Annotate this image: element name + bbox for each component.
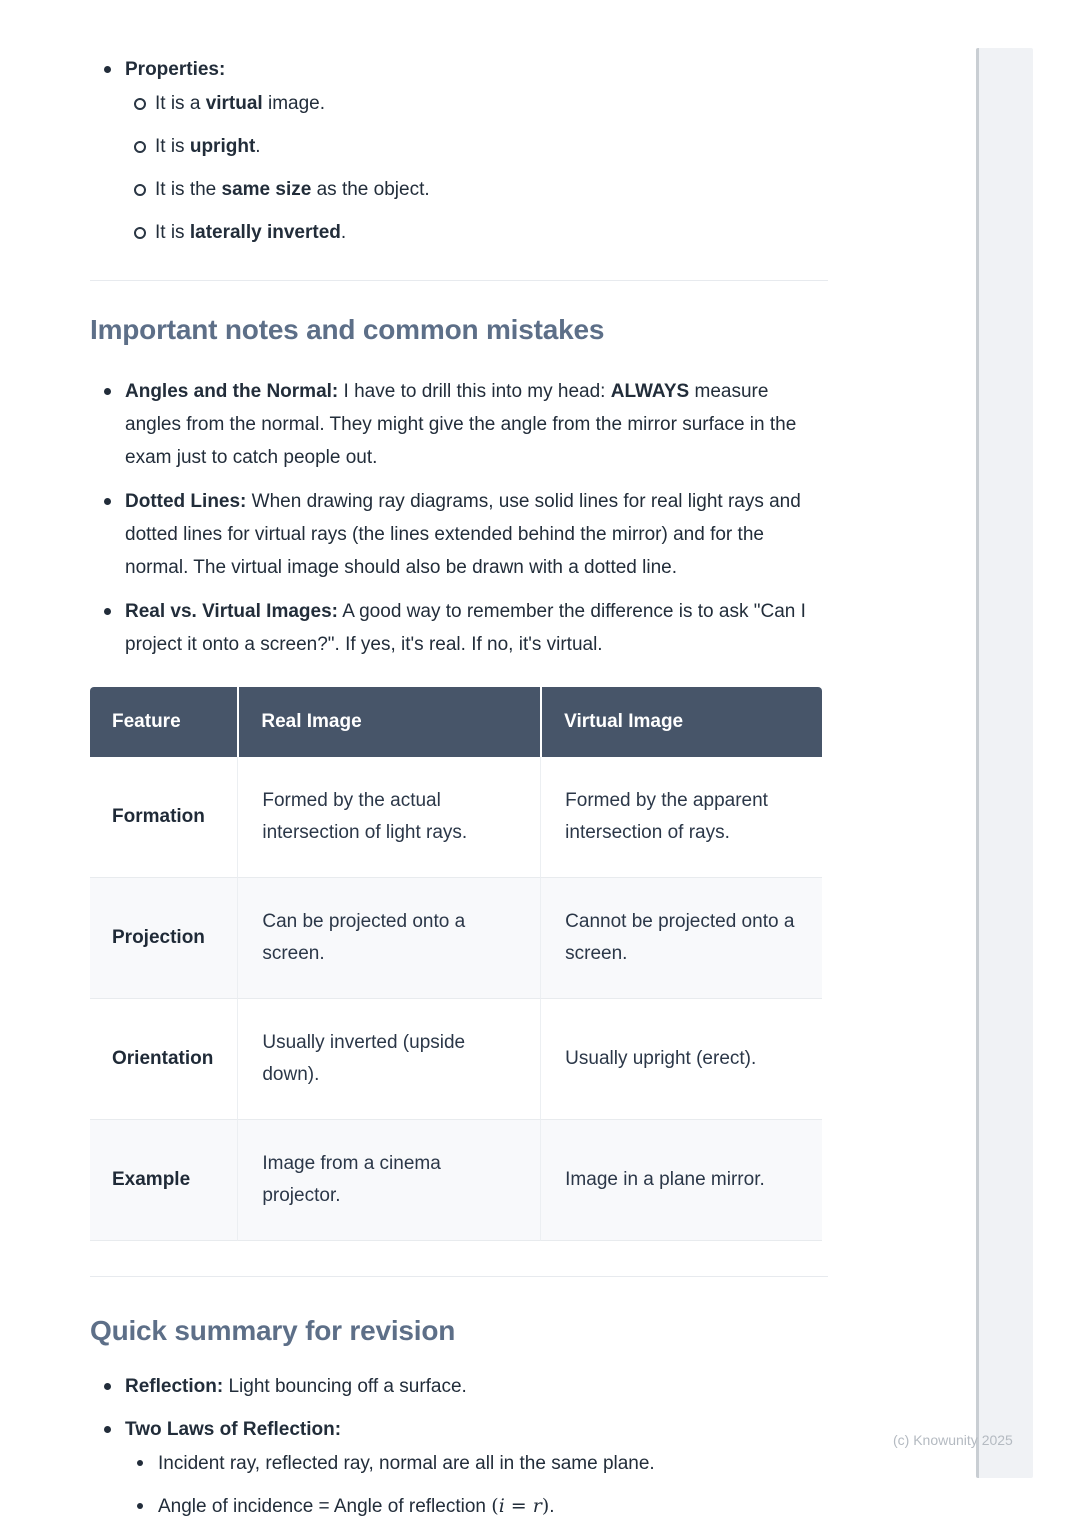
text-run: It is (155, 136, 190, 157)
text-run: r (532, 1495, 542, 1517)
text-run: Angle of incidence = Angle of reflection (158, 1496, 492, 1517)
text-run: It is the (155, 179, 222, 200)
text-run: . (340, 222, 347, 243)
text-run: I have to drill this into my head: (338, 381, 611, 402)
text-run: Properties: (125, 59, 226, 80)
nested-list (123, 1452, 828, 1518)
text-run: virtual (205, 93, 263, 114)
text-run: . (255, 136, 261, 157)
table-cell: Formed by the apparent intersection of rays. (540, 757, 822, 877)
bullet-icon (104, 1383, 111, 1390)
bullet-icon (104, 1426, 111, 1433)
text-run: = (504, 1495, 533, 1517)
list-item (90, 1418, 828, 1441)
text-run: image. (262, 93, 326, 114)
nested-list (90, 92, 828, 244)
text-run: Dotted Lines: (125, 491, 247, 512)
table-column-header: Feature (90, 687, 237, 757)
bullet-icon (104, 608, 111, 615)
comparison-table (90, 687, 822, 1241)
notes-list (90, 375, 828, 661)
table-cell: Image in a plane mirror. (540, 1119, 822, 1241)
list-item (90, 221, 828, 244)
list-item (123, 1495, 828, 1518)
text-run: same size (221, 179, 312, 200)
table-cell: Can be projected onto a screen. (237, 877, 540, 998)
page-content (90, 58, 828, 1518)
table-cell: Cannot be projected onto a screen. (540, 877, 822, 998)
bullet-icon (137, 1503, 143, 1509)
table-column-header: Real Image (237, 687, 540, 757)
list-item (90, 92, 828, 115)
text-run: . (549, 1496, 555, 1517)
section-divider (90, 1276, 828, 1277)
list-item (90, 375, 828, 474)
list-item (90, 485, 828, 584)
list-item (90, 178, 828, 201)
text-run: A good way to remember the difference is to ask "Can I project it onto a screen?". If yes, it's real. If no, it's virtual. (125, 601, 806, 655)
bullet-icon (137, 1460, 143, 1466)
text-run: as the object. (311, 179, 430, 200)
table-feature-cell: Orientation (90, 998, 237, 1119)
table-row (90, 1119, 822, 1241)
table-feature-cell: Projection (90, 877, 237, 998)
text-run: Reflection: (125, 1376, 224, 1397)
table-row (90, 877, 822, 998)
bullet-icon (134, 98, 146, 110)
text-run: It is (155, 222, 190, 243)
scrollbar-track[interactable] (976, 48, 1033, 1478)
table-column-header: Virtual Image (540, 687, 822, 757)
table-cell: Usually inverted (upside down). (237, 998, 540, 1119)
list-item (90, 595, 828, 661)
table-cell: Formed by the actual intersection of light rays. (237, 757, 540, 877)
text-run: Angles and the Normal: (125, 381, 339, 402)
copyright-text: (c) Knowunity 2025 (893, 1432, 1013, 1448)
text-run: ALWAYS (610, 381, 690, 402)
bullet-icon (134, 227, 146, 239)
bullet-icon (104, 498, 111, 505)
table-cell: Image from a cinema projector. (237, 1119, 540, 1241)
section-heading-notes: Important notes and common mistakes (90, 314, 605, 345)
text-run: When drawing ray diagrams, use solid lines for real light rays and dotted lines for virtual rays (the lines extended behind the mirror) and for the normal. The virtual image should also be drawn with a dotted line. (125, 491, 801, 578)
text-run: Real vs. Virtual Images: (125, 601, 338, 622)
table-row (90, 998, 822, 1119)
text-run: Two Laws of Reflection: (125, 1419, 342, 1440)
bullet-icon (104, 66, 111, 73)
table-row (90, 757, 822, 877)
summary-list (90, 1375, 828, 1518)
list-item (90, 135, 828, 158)
text-run: measure angles from the normal. They might give the angle from the mirror surface in the exam just to catch people out. (125, 381, 797, 468)
table-header-row (90, 687, 822, 757)
bullet-icon (134, 141, 146, 153)
text-run: Incident ray, reflected ray, normal are all in the same plane. (158, 1453, 655, 1474)
list-item (90, 58, 828, 81)
table-feature-cell: Formation (90, 757, 237, 877)
text-run: upright (189, 136, 256, 157)
text-run: Light bouncing off a surface. (223, 1376, 467, 1397)
section-divider (90, 280, 828, 281)
section-heading-summary: Quick summary for revision (90, 1315, 456, 1346)
text-run: i (498, 1495, 505, 1517)
table-cell: Usually upright (erect). (540, 998, 822, 1119)
table-feature-cell: Example (90, 1119, 237, 1241)
text-run: laterally inverted (189, 222, 341, 243)
text-run: It is a (155, 93, 206, 114)
text-run: ( (491, 1495, 499, 1517)
list-item (123, 1452, 828, 1475)
list-item (90, 1375, 828, 1398)
properties-list (90, 58, 828, 244)
bullet-icon (134, 184, 146, 196)
bullet-icon (104, 388, 111, 395)
text-run: ) (541, 1495, 550, 1517)
